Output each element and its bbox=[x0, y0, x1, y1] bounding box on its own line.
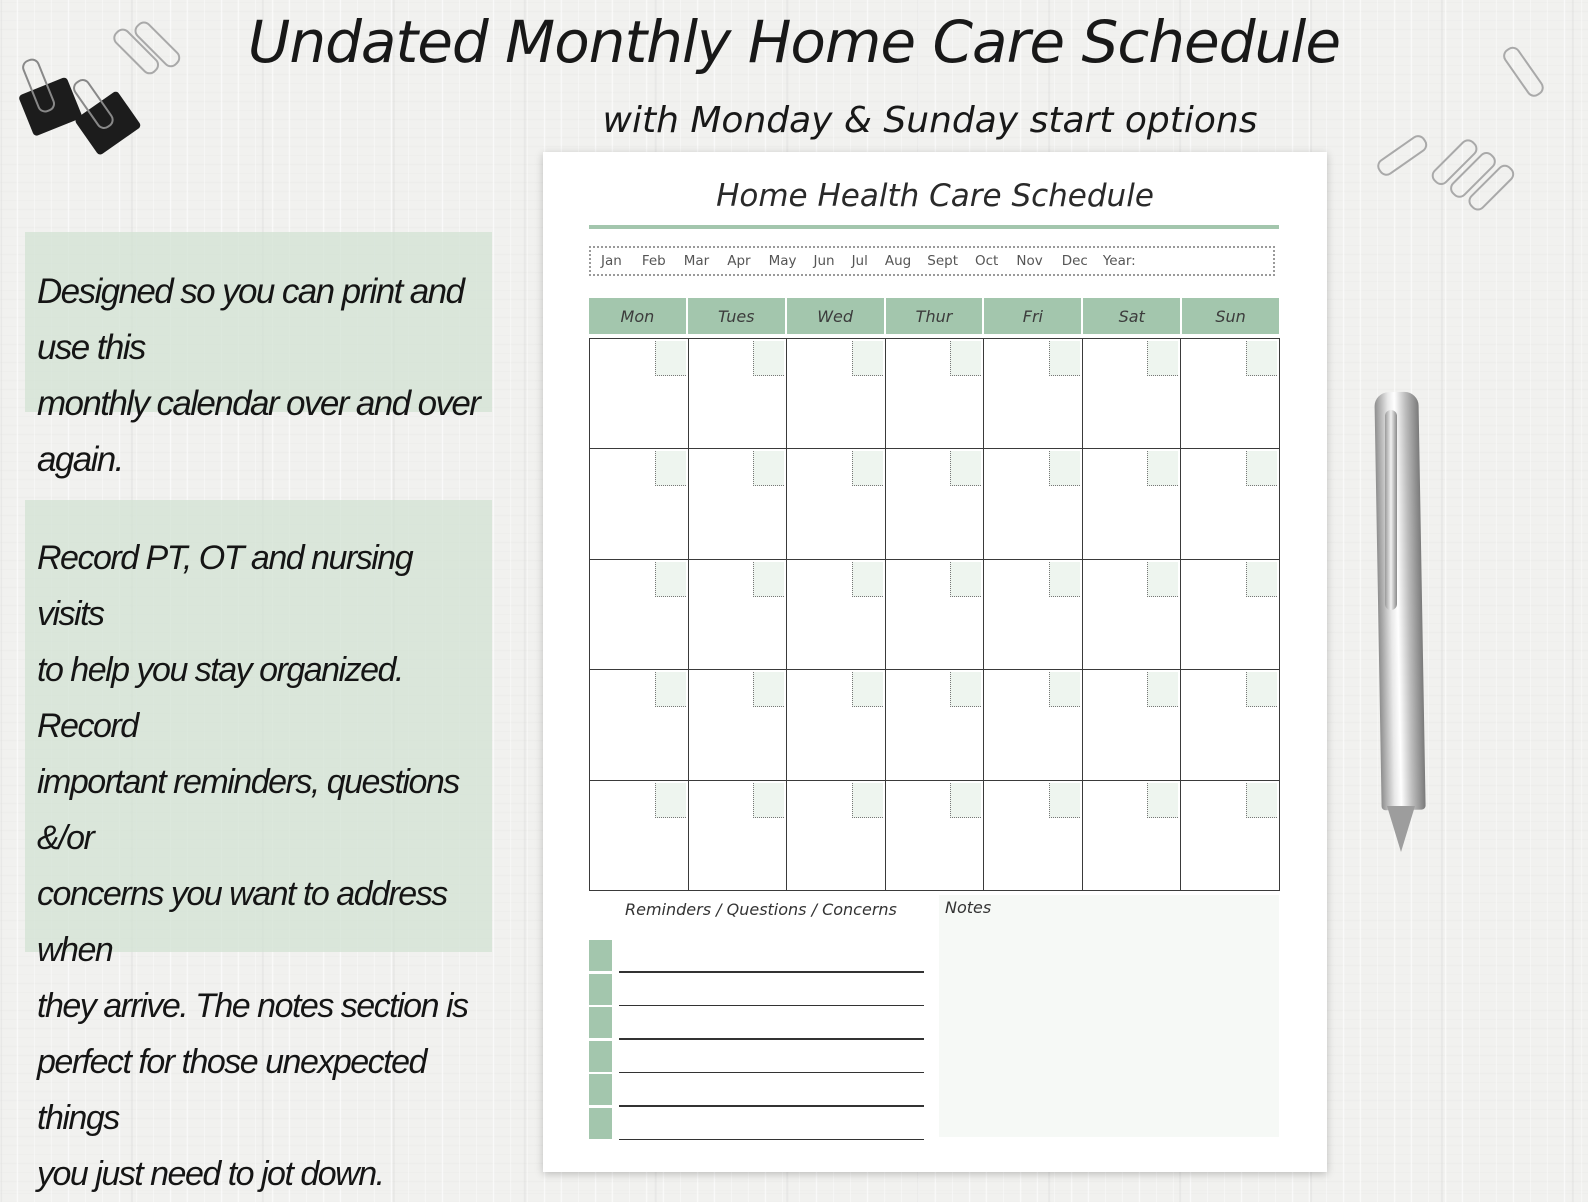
calendar-day-cell bbox=[1083, 449, 1182, 559]
calendar-day-cell bbox=[1083, 339, 1182, 449]
calendar-day-cell bbox=[1181, 560, 1280, 670]
calendar-day-cell bbox=[886, 449, 985, 559]
calendar-day-cell bbox=[590, 781, 689, 891]
main-title: Undated Monthly Home Care Schedule bbox=[247, 8, 1341, 76]
month-option: Feb bbox=[641, 253, 666, 269]
date-number-box bbox=[852, 783, 883, 818]
date-number-box bbox=[852, 672, 883, 707]
calendar-day-cell bbox=[1181, 670, 1280, 780]
month-option: Oct bbox=[975, 253, 999, 269]
subtitle: with Monday & Sunday start options bbox=[602, 100, 1258, 141]
calendar-day-cell bbox=[984, 670, 1083, 780]
info-line: Designed so you can print and use this bbox=[37, 272, 464, 367]
date-number-box bbox=[1246, 672, 1277, 707]
month-option: Aug bbox=[884, 253, 912, 269]
month-option: Mar bbox=[683, 253, 710, 269]
date-number-box bbox=[1049, 451, 1080, 486]
reminder-tab bbox=[589, 1041, 612, 1072]
calendar-day-cell bbox=[886, 560, 985, 670]
reminder-tab bbox=[589, 1007, 612, 1038]
info-line: concerns you want to address when bbox=[37, 875, 447, 969]
calendar-day-cell bbox=[1181, 781, 1280, 891]
sheet-title: Home Health Care Schedule bbox=[716, 178, 1154, 214]
calendar-day-cell bbox=[1181, 449, 1280, 559]
month-selector-row bbox=[589, 246, 1275, 276]
reminder-line bbox=[589, 1107, 924, 1141]
date-number-box bbox=[655, 672, 686, 707]
info-line: perfect for those unexpected things bbox=[37, 1043, 426, 1137]
month-option: Jun bbox=[813, 253, 835, 269]
date-number-box bbox=[1246, 341, 1277, 376]
weekday-label: Sun bbox=[1182, 298, 1279, 334]
date-number-box bbox=[852, 341, 883, 376]
calendar-day-cell bbox=[984, 449, 1083, 559]
calendar-day-cell bbox=[689, 449, 788, 559]
reminder-line bbox=[589, 1006, 924, 1040]
weekday-header bbox=[589, 298, 1279, 334]
info-line: important reminders, questions &/or bbox=[37, 763, 459, 857]
date-number-box bbox=[753, 562, 784, 597]
calendar-day-cell bbox=[787, 449, 886, 559]
date-number-box bbox=[1147, 562, 1178, 597]
info-line: to help you stay organized. Record bbox=[37, 651, 403, 745]
notes-box bbox=[939, 895, 1279, 1137]
calendar-grid bbox=[589, 338, 1280, 891]
date-number-box bbox=[1246, 451, 1277, 486]
month-option: May bbox=[768, 253, 797, 269]
weekday-label: Wed bbox=[787, 298, 884, 334]
info-box-reusable bbox=[25, 232, 492, 479]
reminder-line bbox=[589, 973, 924, 1007]
calendar-day-cell bbox=[1181, 339, 1280, 449]
date-number-box bbox=[753, 341, 784, 376]
calendar-day-cell bbox=[886, 670, 985, 780]
date-number-box bbox=[655, 562, 686, 597]
calendar-day-cell bbox=[787, 670, 886, 780]
calendar-day-cell bbox=[1083, 781, 1182, 891]
month-option: Jan bbox=[601, 253, 622, 269]
reminder-line bbox=[589, 1040, 924, 1074]
date-number-box bbox=[753, 451, 784, 486]
date-number-box bbox=[655, 783, 686, 818]
weekday-label: Sat bbox=[1083, 298, 1180, 334]
calendar-day-cell bbox=[1083, 560, 1182, 670]
date-number-box bbox=[950, 672, 981, 707]
month-option: Year: bbox=[1102, 253, 1136, 269]
calendar-day-cell bbox=[590, 560, 689, 670]
reminders-label: Reminders / Questions / Concerns bbox=[625, 900, 897, 919]
date-number-box bbox=[950, 562, 981, 597]
weekday-label: Tues bbox=[688, 298, 785, 334]
calendar-day-cell bbox=[984, 560, 1083, 670]
date-number-box bbox=[1049, 341, 1080, 376]
month-option: Nov bbox=[1016, 253, 1043, 269]
date-number-box bbox=[950, 341, 981, 376]
info-line: Record PT, OT and nursing visits bbox=[37, 539, 413, 633]
calendar-day-cell bbox=[689, 560, 788, 670]
calendar-day-cell bbox=[787, 560, 886, 670]
pen-clip bbox=[1385, 410, 1397, 610]
date-number-box bbox=[753, 783, 784, 818]
calendar-day-cell bbox=[984, 339, 1083, 449]
title-divider bbox=[589, 225, 1279, 229]
info-line: monthly calendar over and over again. bbox=[37, 384, 480, 479]
date-number-box bbox=[950, 783, 981, 818]
date-number-box bbox=[1049, 562, 1080, 597]
date-number-box bbox=[655, 341, 686, 376]
month-option: Sept bbox=[927, 253, 958, 269]
pen-icon bbox=[1374, 392, 1425, 811]
calendar-day-cell bbox=[689, 670, 788, 780]
date-number-box bbox=[852, 562, 883, 597]
info-line: they arrive. The notes section is bbox=[37, 987, 468, 1025]
date-number-box bbox=[1147, 783, 1178, 818]
calendar-day-cell bbox=[1083, 670, 1182, 780]
date-number-box bbox=[655, 451, 686, 486]
calendar-day-cell bbox=[787, 339, 886, 449]
month-option: Dec bbox=[1061, 253, 1088, 269]
date-number-box bbox=[1246, 783, 1277, 818]
date-number-box bbox=[1246, 562, 1277, 597]
date-number-box bbox=[1147, 672, 1178, 707]
date-number-box bbox=[852, 451, 883, 486]
info-box-usage bbox=[25, 500, 492, 1193]
calendar-day-cell bbox=[590, 449, 689, 559]
calendar-day-cell bbox=[590, 670, 689, 780]
reminder-rule bbox=[619, 1139, 924, 1141]
notes-label: Notes bbox=[945, 898, 992, 917]
schedule-sheet bbox=[543, 152, 1327, 1172]
date-number-box bbox=[1049, 783, 1080, 818]
reminder-tab bbox=[589, 1108, 612, 1139]
calendar-day-cell bbox=[886, 781, 985, 891]
calendar-day-cell bbox=[787, 781, 886, 891]
calendar-day-cell bbox=[689, 339, 788, 449]
month-option: Apr bbox=[727, 253, 751, 269]
reminder-lines bbox=[589, 939, 924, 1140]
date-number-box bbox=[1147, 341, 1178, 376]
calendar-day-cell bbox=[984, 781, 1083, 891]
reminder-line bbox=[589, 939, 924, 973]
calendar-day-cell bbox=[689, 781, 788, 891]
date-number-box bbox=[950, 451, 981, 486]
info-line: you just need to jot down. bbox=[37, 1155, 384, 1193]
date-number-box bbox=[1147, 451, 1178, 486]
reminder-line bbox=[589, 1073, 924, 1107]
reminder-tab bbox=[589, 940, 612, 971]
pen-tip bbox=[1387, 806, 1415, 852]
date-number-box bbox=[1049, 672, 1080, 707]
weekday-label: Fri bbox=[984, 298, 1081, 334]
reminder-tab bbox=[589, 1074, 612, 1105]
calendar-day-cell bbox=[590, 339, 689, 449]
reminder-tab bbox=[589, 974, 612, 1005]
weekday-label: Thur bbox=[886, 298, 983, 334]
weekday-label: Mon bbox=[589, 298, 686, 334]
date-number-box bbox=[753, 672, 784, 707]
month-option: Jul bbox=[851, 253, 868, 269]
calendar-day-cell bbox=[886, 339, 985, 449]
